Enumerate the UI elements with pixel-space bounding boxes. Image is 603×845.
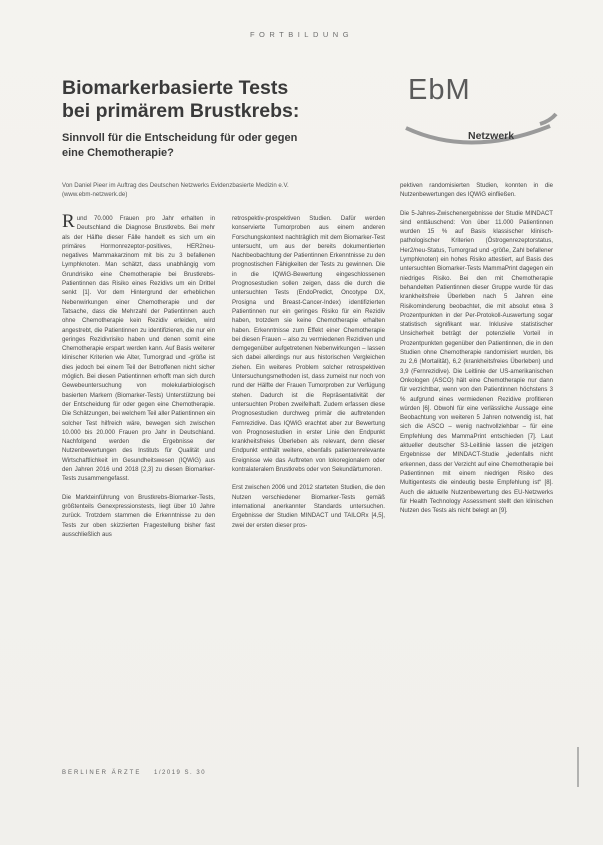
byline-line-1: Von Daniel Pieer im Auftrag des Deutschen Netzwerks Evidenzbasierte Medizin e.V.	[62, 182, 289, 189]
issue-info: 1/2019 S. 30	[154, 770, 207, 776]
text-column-2	[232, 214, 385, 539]
paragraph: Erst zwischen 2006 und 2012 starteten Studien, die den Nutzen verschiedener Biomarker-Tests gemäß international anerkannter Standards untersuchen. Ergebnisse der Studien MINDACT und TAILORx [4,5], zwei der ersten dieser pros-	[232, 484, 385, 529]
article-subtitle	[62, 131, 297, 161]
paragraph-text: und 70.000 Frauen pro Jahr erhalten in Deutschland die Diagnose Brustkrebs. Bei mehr als der Hälfte dieser Fälle handelt es sich um ein primäres Hormonrezeptor-positives, HER2neu-negatives Mammakarzinom mit bis zu 3 befallenen Lymphknoten. Man schätzt, dass unabhängig vom Grundrisiko eine Chemotherapie bei Brustkrebs-Patientinnen das Risiko eines Rezidivs um ein Drittel senkt [1]. Vor dem Hintergrund der erheblichen Nebenwirkungen einer Chemotherapie und der Tatsache, dass die Mehrzahl der Patientinnen auch ohne Chemotherapie kein Rezidiv erleiden, wird angestrebt, die Patientinnen zu identifizieren, die nur ein geringes Rezidivrisiko haben und denen somit eine Chemotherapie erspart werden kann. Auf Basis weiterer klinischer Kriterien wie Alter, Tumorgrad und -größe ist dies jedoch bei einem Teil der Betroffenen nicht sicher möglich. Bei diesen Patientinnen erhofft man sich durch Gewebeuntersuchung von molekularbiologisch basierten Markern (Biomarker-Tests) Unterstützung bei der Entscheidung für oder gegen eine Chemotherapie. Die Schätzungen, bei welchem Teil aller Patientinnen ein solcher Test hilfreich wäre, bewegen sich zwischen 10.000 bis 20.000 Frauen pro Jahr in Deutschland. Nachfolgend werden die Ergebnisse der Nutzenbewertungen des Instituts für Qualität und Wirtschaftlichkeit im Gesundheitswesen (IQWiG) aus den Jahren 2016 und 2018 [2,3] zu diesen Biomarker-Tests zusammengefasst.	[62, 215, 216, 483]
paragraph	[62, 211, 216, 484]
logo-netzwerk-text: Netzwerk	[468, 130, 515, 142]
ebm-netzwerk-logo	[400, 66, 560, 186]
subtitle-line-2: eine Chemotherapie?	[62, 147, 174, 159]
logo-ebm-text: EbM	[408, 74, 471, 106]
text-column-3	[400, 181, 553, 524]
title-line-1: Biomarkerbasierte Tests	[62, 77, 289, 99]
subtitle-line-1: Sinnvoll für die Entscheidung für oder gegen	[62, 132, 298, 144]
journal-name: BERLINER ÄRZTE	[62, 770, 142, 776]
page-footer	[62, 770, 206, 776]
paragraph: Die 5-Jahres-Zwischenergebnisse der Studie MINDACT sind enttäuschend: Von über 11.000 Patientinnen wurden 15 % auf Basis klassischer klinisch-pathologischer Kriterien (Östrogenrezeptorstatus, Her2/neu-Status, Tumorgrad und -größe, Zahl befallener Lymphknoten) ein hohes Risiko attestiert, auf Basis des untersuchten Biomarker-Tests MammaPrint dagegen ein niedriges Risiko. Bei den mit Chemotherapie behandelten Patientinnen dieser Gruppe wurde für das krankheitsfreie Überleben nach 5 Jahren eine Risikominderung beobachtet, die mit absolut etwa 3 Prozentpunkten in der Per-Protokoll-Auswertung sogar statistisch signifikant war. Inklusive statistischer Unsicherheit beträgt der potenzielle Vorteil in Prozentpunkten gegenüber den Patientinnen, die in den Studien ohne Chemotherapie randomisiert wurden, bis zu 2,6 (Mortalität), 6,2 (krankheitsfreies Überleben) und 3,9 (Fernrezidive). Die Leitlinie der US-amerikanischen Onkologen (ASCO) hält eine Chemotherapie nur dann für verzichtbar, wenn von den Patientinnen höchstens 3 % aufgrund eines vermiedenen Rezidive profitieren würden [6]. Obwohl für eine verlässliche Aussage eine Beobachtung von weiteren 5 Jahren notwendig ist, hat sich die ASCO – wenig nachvollziehbar – für eine Empfehlung des MammaPrint entschieden [7]. Laut aktueller deutscher S3-Leitlinie lassen die jetzigen Ergebnisse der MINDACT-Studie „jedenfalls nicht erkennen, dass der Verzicht auf eine Chemotherapie bei Patientinnen mit einem niedrigen Risiko des Multigentests die eindeutig beste Empfehlung ist“ [8]. Auch die aktuelle Nutzenbewertung des EU-Netzwerks für Health Technology Assessment stellt den klinischen Nutzen des Tests als nicht belegt an [9].	[400, 209, 553, 515]
paragraph: Die Markteinführung von Brustkrebs-Biomarker-Tests, größtenteils Genexpressionstests, liegt über 10 Jahre zurück. Trotzdem stammen die Erkenntnisse zu den Tests zur oben skizzierten Fragestellung bisher fast ausschließlich aus	[62, 493, 215, 538]
byline-line-2: (www.ebm-netzwerk.de)	[62, 191, 128, 198]
text-column-1	[62, 211, 216, 548]
title-line-2: bei primärem Brustkrebs:	[62, 100, 300, 122]
article-title	[62, 77, 299, 123]
paragraph: retrospektiv-prospektiven Studien. Dafür werden konservierte Tumorproben aus einem anderen Forschungskontext nachträglich mit dem Biomarker-Test untersucht, um aus der bereits dokumentierten Nachbeobachtung der Patientinnen Erkenntnisse zu den prognostischen Fähigkeiten der Tests zu gewinnen. Die in die IQWiG-Bewertung eingeschlossenen Prognosestudien sollen zeigen, dass die durch die untersuchten Tests (EndoPredict, Oncotype DX, Prosigna und Breast-Cancer-Index) identifizierten Patientinnen nur ein geringes Risiko für ein Rezidiv haben, trotzdem sie keine Chemotherapie erhalten haben. Erkenntnisse zum Effekt einer Chemotherapie bei diesen Frauen – also zu vermiedenen Rezidiven und demgegenüber aufgetretenen Nebenwirkungen – lassen sich dabei allerdings nur aus historischen Vergleichen ziehen. Ein weiteres Problem solcher retrospektiven Untersuchungsmethoden ist, dass zumeist nur noch von rund der Hälfte der Frauen Tumorproben zur Verfügung stehen. Dadurch ist die Repräsentativität der untersuchten Proben zweifelhaft. Zudem erfassen diese Prognosestudien durchweg primär die auftretenden Fernrezidive. Das IQWiG erachtet aber zur Bewertung von Prognosestudien in erster Linie den Endpunkt krankheitsfreies Überleben als relevant, denn dieser Endpunkt enthält weitere, ebenfalls patientenrelevante Ereignisse wie das Auftreten von lokoregionalem oder kontralateralem Brustkrebs oder von Sekundärtumoren.	[232, 215, 385, 474]
article-byline	[62, 181, 392, 199]
drop-cap: R	[62, 211, 75, 232]
section-header: FORTBILDUNG	[249, 30, 354, 39]
paragraph: pektiven randomisierten Studien, konnten in die Nutzenbewertungen des IQWiG einfließen.	[400, 182, 553, 199]
margin-mark	[577, 747, 579, 787]
